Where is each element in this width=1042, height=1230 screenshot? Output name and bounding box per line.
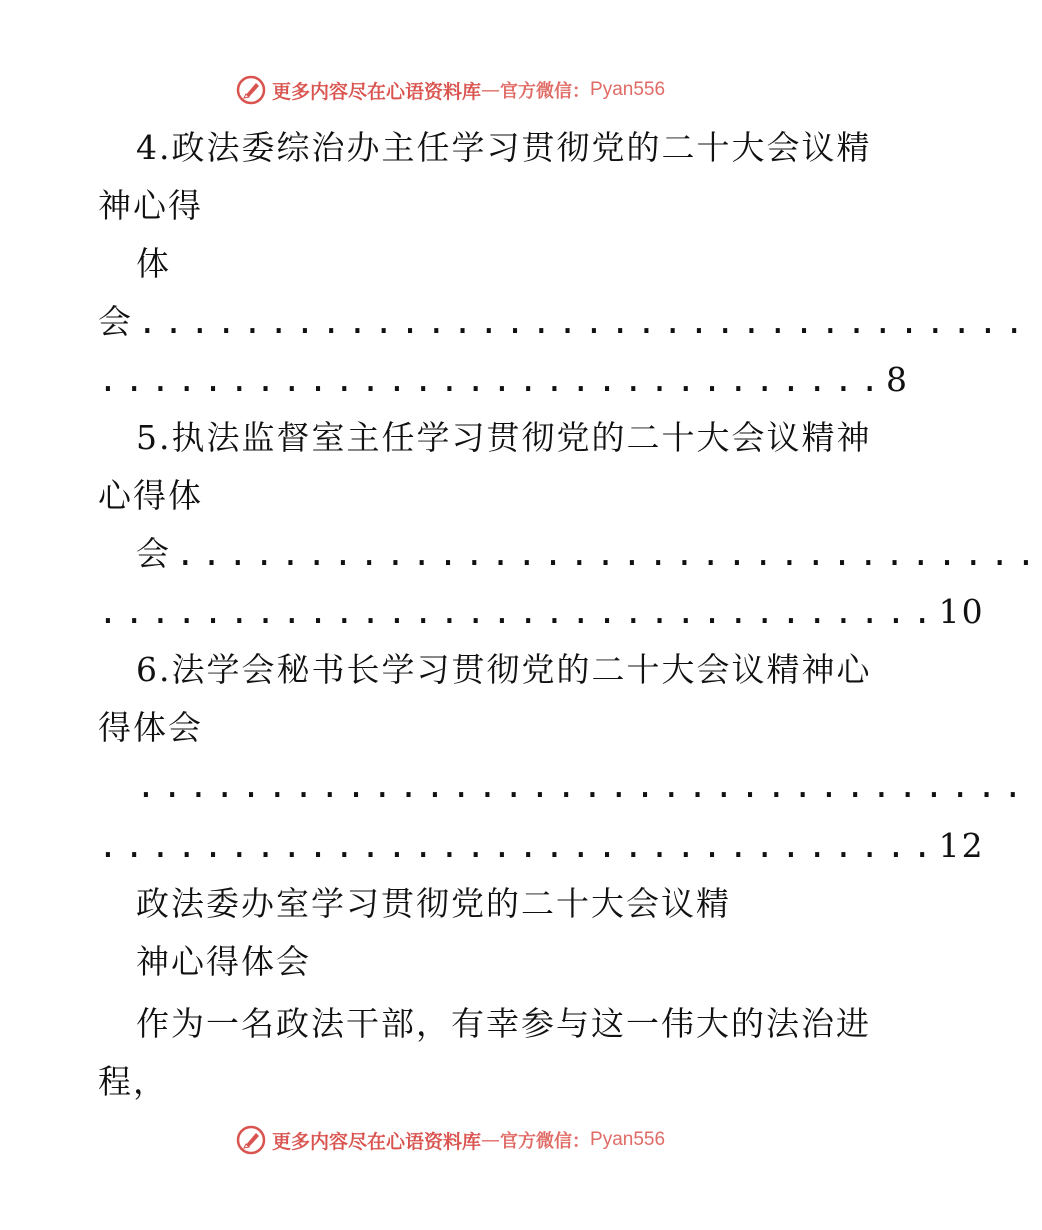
watermark-id: Pyan556 bbox=[590, 1129, 666, 1150]
header-watermark bbox=[236, 72, 665, 108]
footer-watermark bbox=[236, 1122, 665, 1158]
watermark-separator: — bbox=[481, 1129, 501, 1151]
pen-logo-icon bbox=[236, 1125, 266, 1155]
watermark-sub-text: 官方微信： bbox=[500, 1131, 591, 1152]
watermark-id: Pyan556 bbox=[590, 79, 666, 100]
toc-item-5-line1: 5.执法监督室主任学习贯彻党的二十大会议精神 bbox=[136, 418, 872, 457]
toc-item-5-leader2 bbox=[98, 592, 985, 632]
toc-item-6-leader1: .................................. bbox=[136, 766, 1030, 805]
toc-item-4-line1: 4.政法委综治办主任学习贯彻党的二十大会议精 bbox=[136, 128, 872, 167]
watermark-sub-text: 官方微信： bbox=[500, 81, 591, 102]
article-body-line2: 程， bbox=[98, 1062, 168, 1101]
toc-item-6-dots: ................................ bbox=[98, 826, 939, 865]
toc-item-6-leader2 bbox=[98, 826, 985, 866]
toc-item-6-page: 12 bbox=[938, 826, 985, 865]
watermark-main-text: 更多内容尽在心语资料库 bbox=[272, 1130, 482, 1153]
toc-item-4-leader1: 会.................................. bbox=[98, 302, 1031, 341]
toc-item-6-line2: 得体会 bbox=[98, 708, 203, 747]
toc-item-4-line3: 体 bbox=[136, 244, 171, 283]
watermark-separator: — bbox=[481, 79, 501, 101]
pen-logo-icon bbox=[236, 75, 266, 105]
toc-item-5-dots: ................................ bbox=[98, 592, 939, 631]
watermark-main-text: 更多内容尽在心语资料库 bbox=[272, 80, 482, 103]
toc-item-4-page: 8 bbox=[886, 360, 910, 399]
toc-item-5-page: 10 bbox=[938, 592, 985, 631]
toc-item-4-line2: 神心得 bbox=[98, 186, 203, 225]
toc-item-5-line2: 心得体 bbox=[98, 476, 203, 515]
article-title-line1: 政法委办室学习贯彻党的二十大会议精 bbox=[136, 884, 731, 923]
article-title-line2: 神心得体会 bbox=[136, 942, 311, 981]
toc-item-4-leader2 bbox=[98, 360, 909, 400]
toc-item-6-line1: 6.法学会秘书长学习贯彻党的二十大会议精神心 bbox=[136, 650, 872, 689]
article-body-line1: 作为一名政法干部，有幸参与这一伟大的法治进 bbox=[136, 1004, 871, 1043]
toc-item-5-leader1: 会................................. bbox=[136, 534, 1042, 573]
toc-item-4-dots: .............................. bbox=[98, 360, 887, 399]
